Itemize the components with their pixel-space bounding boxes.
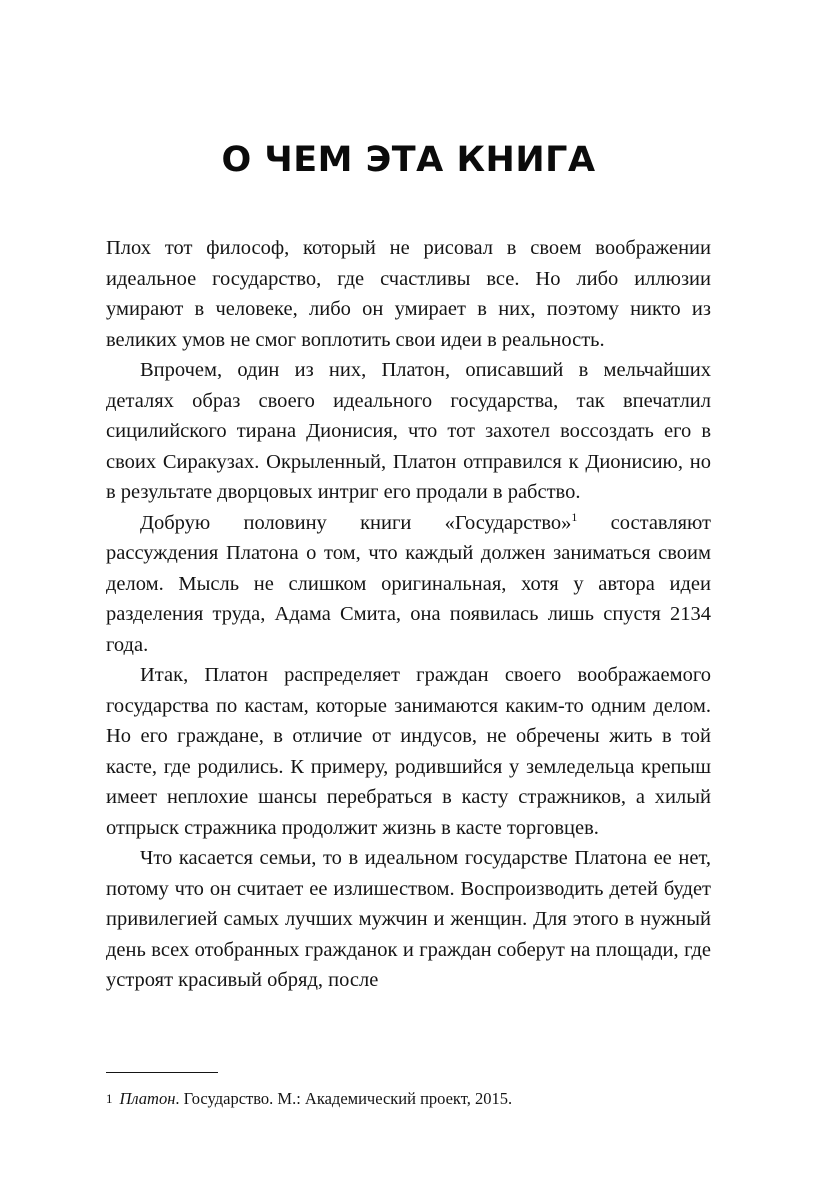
paragraph-3-after: составляют рассуждения Платона о том, что каждый должен заниматься своим делом. Мысль не слишком оригинальная, хотя у автора идеи разделения труда, Адама Смита, она появилась лишь спустя 2134 года. bbox=[106, 511, 711, 656]
paragraph-5: Что касается семьи, то в идеальном государстве Платона ее нет, потому что он считает ее излишеством. Воспроизводить детей будет привилегией самых лучших мужчин и женщин. Для этого в нужный день всех отобранных гражданок и граждан соберут на площади, где устроят красивый обряд, после bbox=[106, 847, 711, 991]
paragraph-3-with-footnote bbox=[106, 508, 711, 661]
footnote-reference-marker[interactable]: 1 bbox=[571, 509, 578, 524]
footnote-text bbox=[106, 1088, 711, 1110]
footnote-divider bbox=[106, 1072, 218, 1073]
paragraph-1: Плох тот философ, который не рисовал в своем воображении идеальное государство, где счастливы все. Но либо иллюзии умирают в человеке, либо он умирает в них, поэтому никто из великих умов не смог воплотить свои идеи в реальность. bbox=[106, 237, 711, 351]
paragraph-3-before: Добрую половину книги «Государство» bbox=[140, 511, 572, 534]
paragraph-4: Итак, Платон распределяет граждан своего воображаемого государства по кастам, которые занимаются каким-то одним делом. Но его граждане, в отличие от индусов, не обречены жить в той касте, где родились. К примеру, родившийся у земледельца крепыш имеет неплохие шансы перебраться в касту стражников, а хилый отпрыск стражника продолжит жизнь в касте торговцев. bbox=[106, 664, 711, 839]
paragraph-2: Впрочем, один из них, Платон, описавший в мельчайших деталях образ своего идеального государства, так впечатлил сицилийского тирана Дионисия, что тот захотел воссоздать его в своих Сиракузах. Окрыленный, Платон отправился к Дионисию, но в результате дворцовых интриг его продали в рабство. bbox=[106, 359, 711, 503]
page-title: О ЧЕМ ЭТА КНИГА bbox=[221, 140, 596, 180]
footnote-area bbox=[106, 1072, 711, 1110]
body-text bbox=[106, 180, 711, 996]
footnote-author: Платон bbox=[119, 1089, 176, 1108]
footnote-citation: . Государство. М.: Академический проект, 2015. bbox=[175, 1089, 513, 1108]
footnote-marker: 1 bbox=[106, 1091, 113, 1106]
